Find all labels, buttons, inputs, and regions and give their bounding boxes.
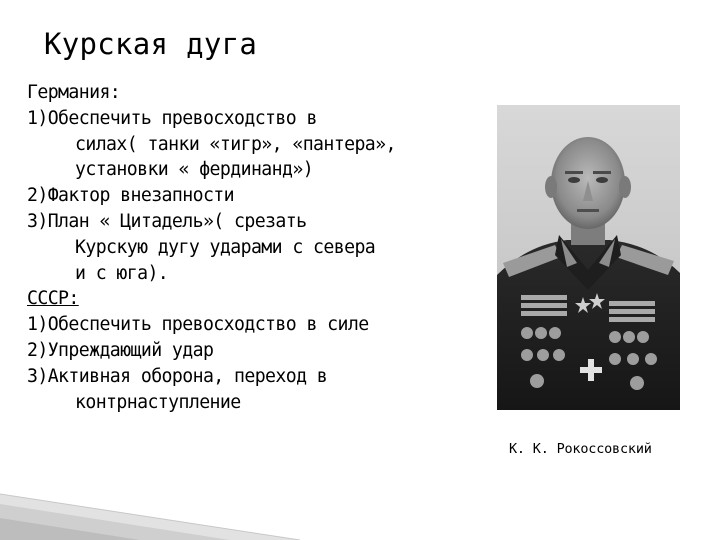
corner-decoration bbox=[0, 450, 300, 540]
ussr-point-1: 1)Обеспечить превосходство в силе bbox=[27, 314, 369, 336]
germany-point-3-cont: Курскую дугу ударами с севера bbox=[75, 236, 376, 258]
portrait-photo bbox=[497, 105, 680, 410]
germany-point-1: 1)Обеспечить превосходство в bbox=[27, 107, 317, 129]
slide-title: Курская дуга bbox=[44, 27, 258, 61]
germany-point-1-cont: силах( танки «тигр», «пантера», bbox=[75, 133, 396, 155]
portrait-caption: К. К. Рокоссовский bbox=[509, 441, 652, 457]
ussr-point-2: 2)Упреждающий удар bbox=[27, 339, 214, 361]
ussr-heading: СССР: bbox=[27, 288, 79, 310]
germany-point-3: 3)План « Цитадель»( срезать bbox=[27, 210, 307, 232]
germany-point-3-cont2: и с юга). bbox=[75, 262, 169, 284]
germany-point-1-cont2: установки « фердинанд») bbox=[75, 159, 314, 181]
germany-point-2: 2)Фактор внезапности bbox=[27, 185, 234, 207]
germany-heading: Германия: bbox=[27, 82, 121, 103]
ussr-point-3: 3)Активная оборона, переход в bbox=[27, 365, 328, 387]
ussr-point-3-cont: контрнаступление bbox=[75, 391, 241, 413]
slide-body bbox=[27, 80, 487, 415]
